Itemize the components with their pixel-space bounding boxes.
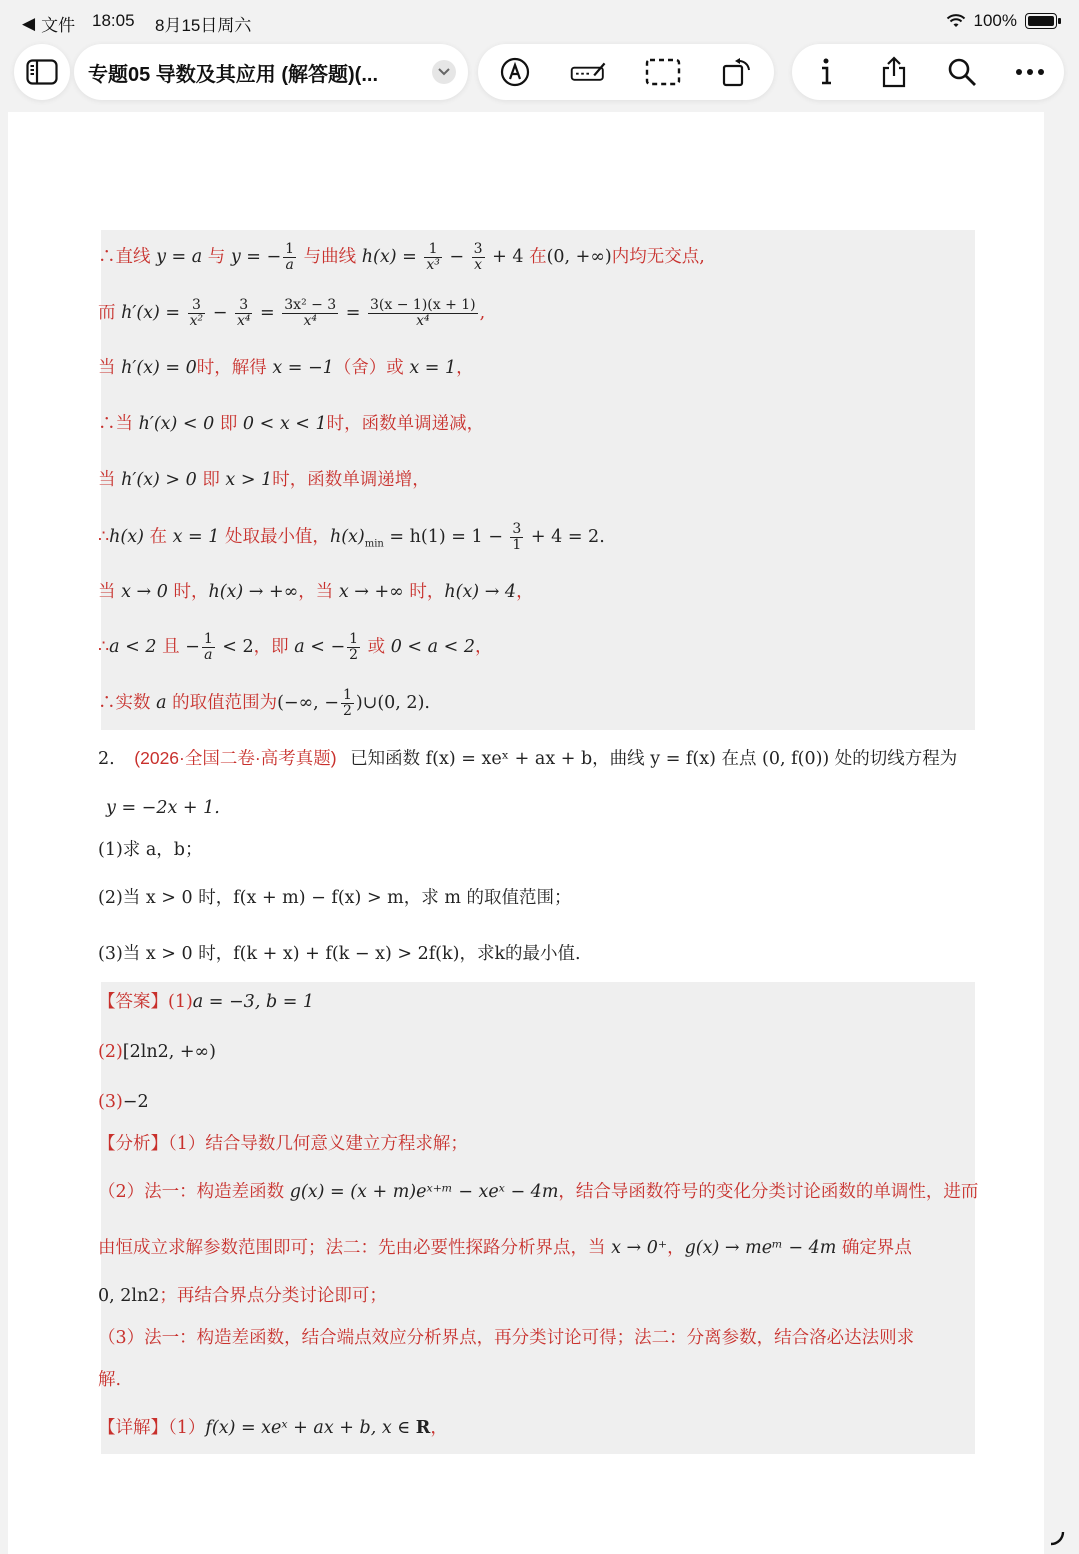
answer-line-3: (3)−2 (98, 1092, 149, 1112)
solution-line-8: ∴a < 2 且 − $\frac{1}{a}$ < 2，即 a < − $\frac{1}{2}$ 或 0 < a < 2， (98, 631, 493, 663)
problem-2-q3: (3)当 x > 0 时，f(k + x) + f(k − x) > 2f(k)，求k的最小值. (98, 944, 581, 964)
solution-line-2: 而 h′(x) = $\frac{3}{\text{x²}}$ − $\frac{3}{\text{x⁴}}$ = $\frac{\text{3x² − 3}}{\text{x⁴}}$ = $\frac{3(x - 1)(x + 1)}{\text{x⁴}}$ , (98, 297, 486, 329)
problem-2-q1: (1)求 a，b； (98, 840, 203, 860)
battery-icon (1025, 13, 1057, 29)
share-icon[interactable] (875, 53, 913, 91)
analysis-line-3: 由恒成立求解参数范围即可；法二：先由必要性探路分析界点，当 x → 0⁺，g(x) → meᵐ − 4m 确定界点 (98, 1238, 912, 1258)
wifi-icon (946, 13, 966, 29)
problem-source: (2026·全国二卷·高考真题) (134, 748, 337, 768)
rotate-page-icon[interactable] (718, 53, 756, 91)
problem-2-stem: 2. (2026·全国二卷·高考真题) 已知函数 f(x) = xeˣ + ax + b，曲线 y = f(x) 在点 (0, f(0)) 处的切线方程为 (98, 748, 958, 769)
analysis-line-5: （3）法一：构造差函数，结合端点效应分析界点，再分类讨论可得；法二：分离参数，结合洛必达法则求 (98, 1328, 915, 1348)
resize-corner-icon[interactable] (1049, 1530, 1065, 1546)
sidebar-toggle-button[interactable] (14, 44, 70, 100)
detail-line-1: 【详解】（1）f(x) = xeˣ + ax + b, x ∈ R， (98, 1418, 448, 1438)
solution-line-1: ∴直线 y = a 与 y = − $\frac{1}{a}$ 与曲线 h(x) = $\frac{1}{\text{x³}}$ − $\frac{3}{x}$ + 4 在(0, +∞)内均无交点, (98, 241, 705, 273)
sidebar-icon (26, 59, 58, 85)
back-label: 文件 (41, 16, 76, 35)
status-bar (0, 0, 1079, 40)
search-icon[interactable] (943, 53, 981, 91)
actions-group (792, 44, 1064, 100)
analysis-line-4: 0, 2ln2；再结合界点分类讨论即可； (98, 1286, 387, 1306)
solution-line-7: 当 x → 0 时，h(x) → +∞，当 x → +∞ 时，h(x) → 4， (98, 582, 534, 602)
analysis-line-2: （2）法一：构造差函数 g(x) = (x + m)eˣ⁺ᵐ − xeˣ − 4m，结合导函数符号的变化分类讨论函数的单调性，进而 (98, 1182, 979, 1202)
analysis-line-1: 【分析】（1）结合导数几何意义建立方程求解； (98, 1134, 468, 1154)
document-title: 专题05 导数及其应用 (解答题)(... (88, 63, 379, 86)
answer-line-2: (2)[2ln2, +∞) (98, 1042, 216, 1062)
answer-block (101, 982, 975, 1454)
clock: 18:05 (92, 11, 135, 30)
analysis-line-6: 解. (98, 1370, 122, 1390)
solution-line-5: 当 h′(x) > 0 即 x > 1时，函数单调递增， (98, 470, 430, 490)
date: 8月15日周六 (155, 16, 252, 35)
chevron-down-icon[interactable] (432, 60, 456, 84)
tools-group (478, 44, 774, 100)
markup-pen-icon[interactable] (496, 53, 534, 91)
answer-line-1: 【答案】(1)a = −3, b = 1 (98, 992, 315, 1012)
select-region-icon[interactable] (644, 53, 682, 91)
solution-line-6: ∴h(x) 在 x = 1 处取最小值，$h(x)_{min} = h(1) = 1$ − $\frac{3}{1}$ + 4 = 2. (98, 521, 605, 553)
more-icon[interactable] (1011, 53, 1049, 91)
solution-line-4: ∴当 h′(x) < 0 即 0 < x < 1时，函数单调递减， (98, 414, 485, 434)
solution-line-9: ∴实数 a 的取值范围为(−∞, − $\frac{1}{2}$ )∪(0, 2). (98, 687, 430, 719)
solution-line-3: 当 h′(x) = 0时，解得 x = −1（舍）或 x = 1， (98, 358, 474, 378)
back-triangle-icon: ◀ (22, 13, 36, 33)
text-field-icon[interactable] (570, 53, 608, 91)
battery-percent: 100% (973, 11, 1017, 30)
info-icon[interactable] (807, 53, 845, 91)
document-title-menu[interactable] (74, 44, 468, 100)
problem-2-q2: (2)当 x > 0 时，f(x + m) − f(x) > m，求 m 的取值范围； (98, 888, 572, 908)
problem-2-stem-cont: y = −2x + 1. (106, 798, 220, 818)
back-to-files[interactable] (22, 11, 75, 36)
